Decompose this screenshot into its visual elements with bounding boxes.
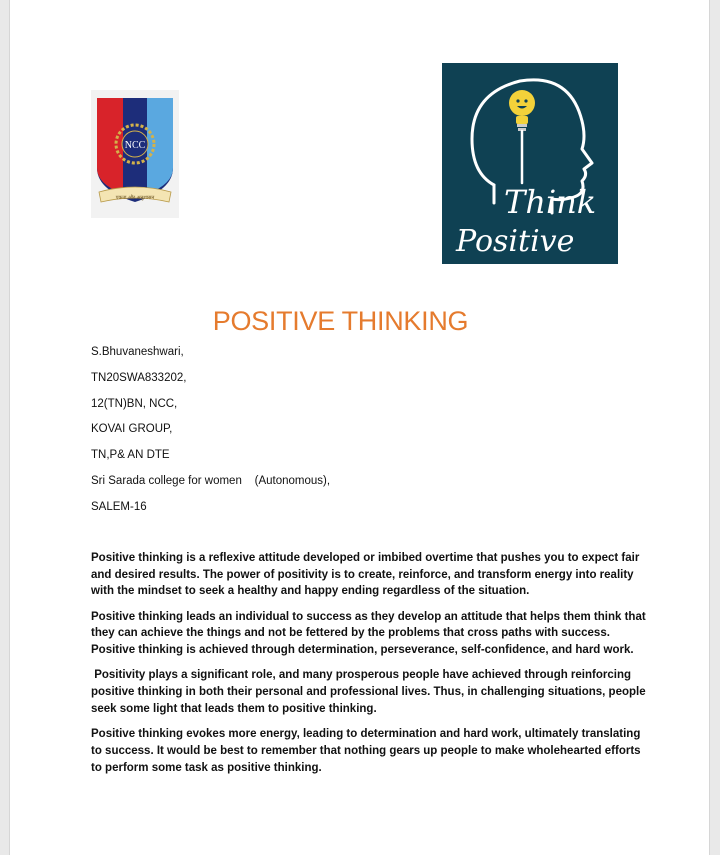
ncc-motto-text: एकता और अनुशासन xyxy=(115,195,155,201)
author-name: S.Bhuvaneshwari, xyxy=(91,346,184,358)
author-group: KOVAI GROUP, xyxy=(91,423,173,436)
paragraph: Positive thinking leads an individual to success as they develop an attitude that helps them think that they can achieve the things and not be fettered by the problems that cross paths with success. Positive thinking is achieved through determination, perseverance, self-confidence, and hard work. xyxy=(91,610,646,657)
document-body xyxy=(91,550,651,785)
ncc-emblem-text: NCC xyxy=(124,140,146,151)
think-text: Think xyxy=(504,183,597,221)
ncc-emblem-icon xyxy=(91,90,179,218)
paragraph: Positive thinking evokes more energy, leading to determination and hard work, ultimately translating to success. It would be best to remember that nothing gears up people to make wholehearted efforts to perform some task as positive thinking. xyxy=(91,728,641,774)
think-positive-head-icon xyxy=(442,63,618,264)
author-battalion: 12(TN)BN, NCC, xyxy=(91,397,178,410)
paragraph: Positive thinking is a reflexive attitude developed or imbibed overtime that pushes you to expect fair and desired results. The power of positivity is to create, reinforce, and transform energy into reality with the mindset to seek a healthy and happy ending regardless of the situation. xyxy=(91,552,640,598)
author-block xyxy=(91,343,330,524)
author-city: SALEM-16 xyxy=(91,500,147,513)
document-page xyxy=(9,0,710,855)
author-id: TN20SWA833202, xyxy=(91,371,187,384)
author-college: Sri Sarada college for women (Autonomous), xyxy=(91,474,331,487)
positive-text: Positive xyxy=(456,224,575,259)
author-directorate: TN,P& AN DTE xyxy=(91,449,170,462)
document-title: POSITIVE THINKING xyxy=(212,306,469,336)
think-positive-logo xyxy=(442,63,618,264)
paragraph: Positivity plays a significant role, and many prosperous people have achieved through reinforcing positive thinking in both their personal and professional lives. Thus, in challenging situations, people seek some light that leads them to positive thinking. xyxy=(91,669,649,715)
